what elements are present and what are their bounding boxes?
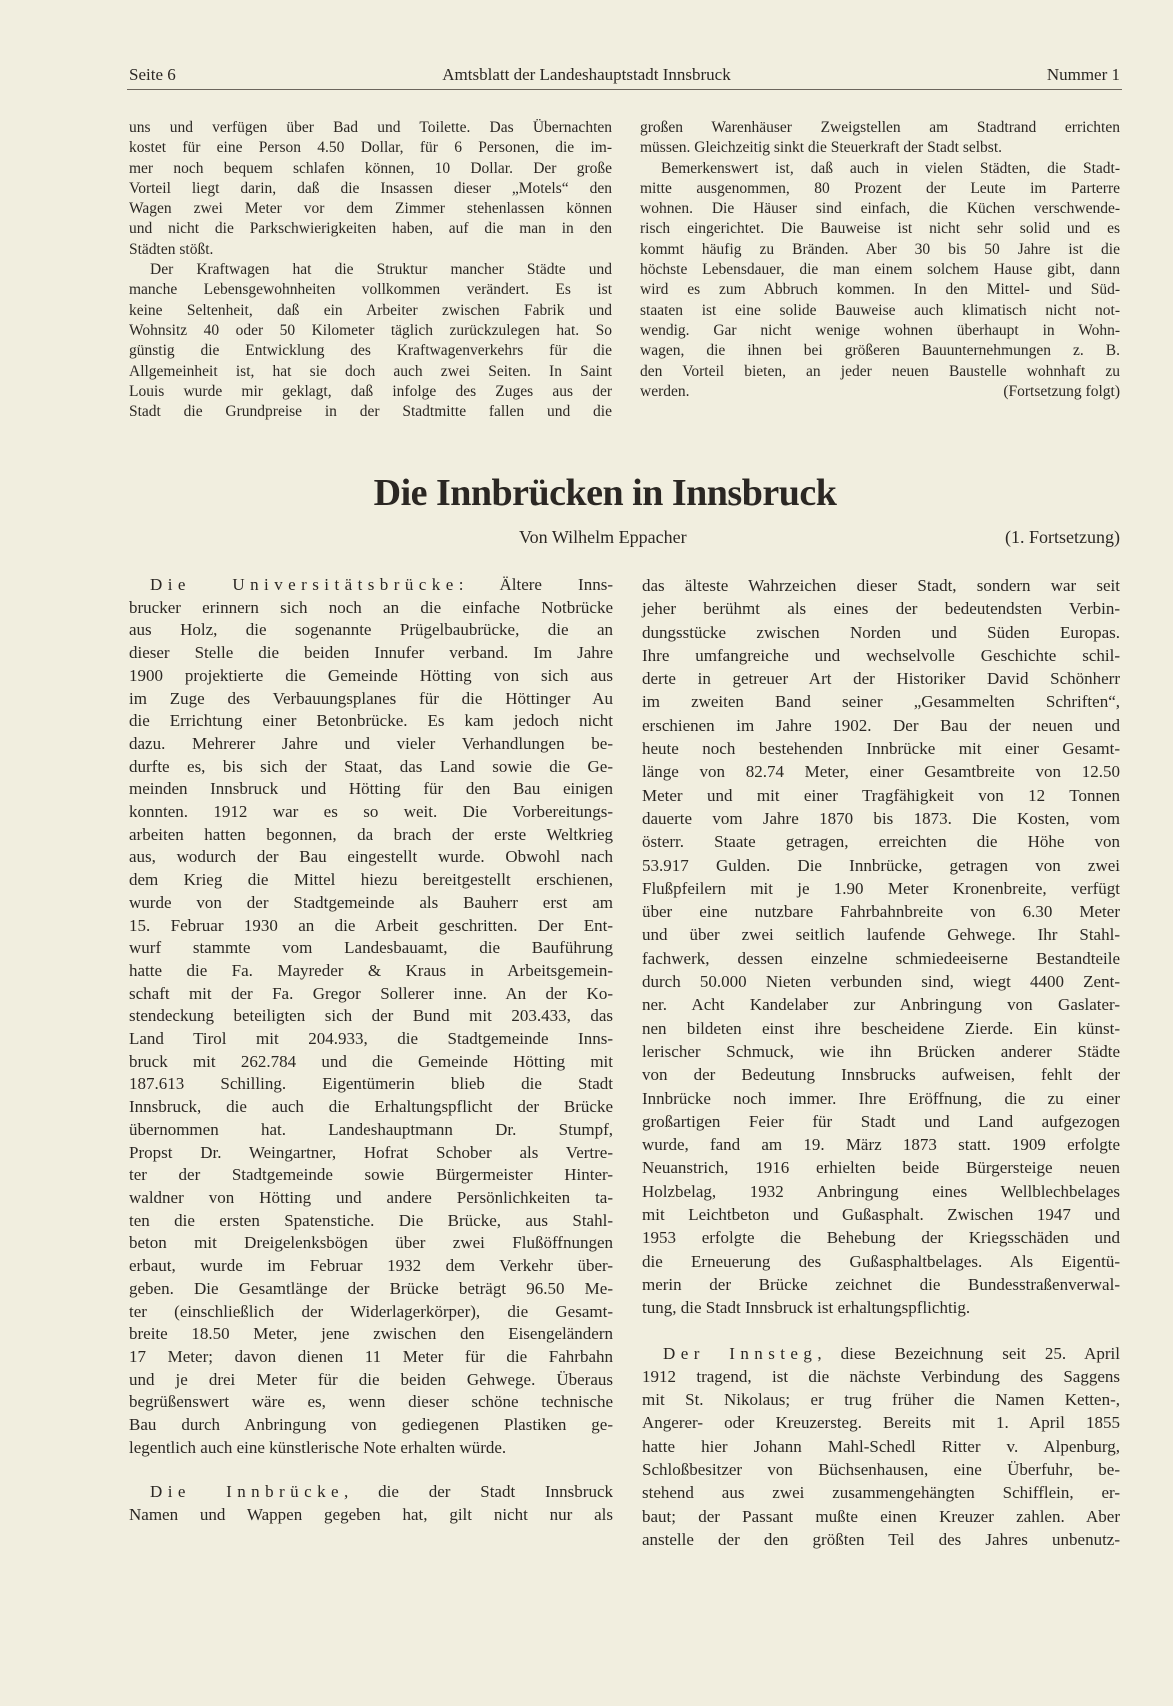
line-text: ner. Acht Kandelaber zur Anbringung von Gaslater- [642, 995, 1120, 1015]
text-line [129, 1504, 613, 1527]
text-line [129, 1096, 613, 1119]
line-text: das älteste Wahrzeichen dieser Stadt, sondern war seit [642, 576, 1120, 595]
line-text: Städten stößt. [129, 240, 214, 258]
text-line [642, 1273, 1120, 1296]
line-text: Stadt die Grundpreise in der Stadtmitte fallen und die [129, 403, 612, 421]
paragraph [642, 574, 1120, 1320]
text-line [640, 280, 1120, 300]
line-text: Namen und Wappen gegeben hat, gilt nicht nur als [129, 1505, 613, 1525]
text-line [129, 597, 613, 620]
line-text: , die der Stadt Innsbruck [344, 1482, 613, 1502]
line-text: 1900 projektierte die Gemeinde Hötting von sich aus [129, 665, 613, 685]
text-line [642, 1528, 1120, 1551]
text-line [129, 1346, 613, 1369]
line-text: , diese Bezeichnung seit 25. April [817, 1343, 1120, 1363]
text-line [640, 219, 1120, 239]
line-text: dauerte vom Jahre 1870 bis 1873. Die Kosten, vom [642, 808, 1120, 828]
text-line [640, 159, 1120, 179]
paragraph [642, 1342, 1120, 1552]
line-text: günstig die Entwicklung des Kraftwagenverkehrs für die [129, 342, 612, 360]
text-line [642, 1203, 1120, 1226]
text-line [640, 362, 1120, 382]
text-line [642, 1296, 1120, 1319]
text-line [642, 1226, 1120, 1249]
text-line [642, 1365, 1120, 1388]
line-text: 187.613 Schilling. Eigentümerin blieb die Stadt [129, 1074, 613, 1094]
text-line [642, 1388, 1120, 1411]
line-text: die Errichtung einer Betonbrücke. Es kam jedoch nicht [129, 711, 613, 731]
text-line [642, 621, 1120, 644]
text-line [642, 1180, 1120, 1203]
text-line [129, 665, 613, 688]
previous-article-left-column [129, 118, 612, 422]
text-line [129, 1414, 613, 1437]
line-text: uns und verfügen über Bad und Toilette. Das Übernachten [129, 119, 612, 136]
line-text: Bau durch Anbringung von gediegenen Plastiken ge- [129, 1415, 613, 1435]
text-line [129, 574, 613, 597]
text-line [642, 644, 1120, 667]
line-text: merin der Brücke zeichnet die Bundesstraßenverwal- [642, 1274, 1120, 1294]
text-line [642, 1087, 1120, 1110]
text-line [129, 402, 612, 422]
text-line [129, 341, 612, 361]
text-line [640, 138, 1120, 158]
line-text: höchste Lebensdauer, die man einem solchem Hause gibt, dann [640, 261, 1120, 279]
text-line [640, 118, 1120, 138]
line-text: stehend aus zwei zusammengehängten Schifflein, er- [642, 1483, 1120, 1503]
text-line [129, 301, 612, 321]
text-line [129, 892, 613, 915]
paragraph [640, 118, 1120, 159]
line-text: : Ältere Inns- [458, 575, 613, 594]
text-line [129, 937, 613, 960]
line-text: übernommen hat. Landeshauptmann Dr. Stumpf, [129, 1119, 613, 1139]
line-text: von der Bedeutung Innsbrucks aufweisen, fehlt der [642, 1065, 1120, 1085]
text-line [129, 1323, 613, 1346]
line-text: werden. [640, 382, 690, 400]
line-text: Innbrücke noch immer. Ihre Eröffnung, die zu einer [642, 1088, 1120, 1108]
line-text: waldner von Hötting und andere Persönlichkeiten ta- [129, 1187, 613, 1207]
text-line [129, 118, 612, 138]
line-text: aus, wodurch der Bau eingestellt wurde. Obwohl nach [129, 847, 613, 867]
line-text: großartigen Feier für Stadt und Land aufgezogen [642, 1111, 1120, 1131]
text-line [129, 159, 612, 179]
line-text: dungsstücke zwischen Norden und Süden Europas. [642, 622, 1120, 642]
line-text: hatte die Fa. Mayreder & Kraus in Arbeitsgemein- [129, 960, 613, 980]
lead-in-spaced: Die Universitätsbrücke [150, 575, 459, 594]
text-line [129, 1119, 613, 1142]
previous-article-right-column [640, 118, 1120, 402]
text-line [129, 642, 613, 665]
text-line [129, 321, 612, 341]
continuation-note: (Fortsetzung folgt) [1003, 382, 1120, 400]
text-line [129, 1187, 613, 1210]
line-text: nen bildeten einst ihre bescheidene Zierde. Ein künst- [642, 1018, 1120, 1038]
line-text: mit St. Nikolaus; er trug früher die Namen Ketten-, [642, 1390, 1120, 1410]
text-line [642, 737, 1120, 760]
text-line [129, 1164, 613, 1187]
line-text: wurf stammte vom Landesbauamt, die Bauführung [129, 938, 613, 958]
text-line [129, 1369, 613, 1392]
line-text: wurde, fand am 19. März 1873 statt. 1909 erfolgte [642, 1135, 1120, 1155]
line-text: 53.917 Gulden. Die Innbrücke, getragen von zwei [642, 855, 1120, 875]
line-text: im zweiten Band seiner „Gesammelten Schriften“, [642, 692, 1120, 712]
line-text: die Erneuerung des Gußasphaltbelages. Als Eigentü- [642, 1251, 1120, 1271]
text-line [640, 321, 1120, 341]
article-installment: (1. Fortsetzung) [1005, 527, 1120, 547]
text-line [129, 219, 612, 239]
line-text: Schloßbesitzer von Büchsenhausen, eine Überfuhr, be- [642, 1459, 1120, 1479]
line-text: risch eingerichtet. Die Bauweise ist nicht sehr solid und es [640, 220, 1120, 238]
line-text: wagen, die ihnen bei größeren Bauunternehmungen z. B. [640, 342, 1120, 360]
line-text: heute noch bestehenden Innbrücke mit einer Gesamt- [642, 739, 1120, 759]
line-text: derte in getreuer Art der Historiker David Schönherr [642, 669, 1120, 689]
text-line [642, 900, 1120, 923]
line-text: 15. Februar 1930 an die Arbeit geschritten. Der Ent- [129, 915, 613, 935]
text-line [642, 993, 1120, 1016]
text-line [642, 830, 1120, 853]
text-line [129, 199, 612, 219]
line-text: Land Tirol mit 204.933, die Stadtgemeinde Inns- [129, 1029, 613, 1049]
issue-number: Nummer 1 [1046, 65, 1120, 84]
text-line [642, 714, 1120, 737]
line-text: Wohnsitz 40 oder 50 Kilometer täglich zurückzulegen hat. So [129, 321, 612, 339]
line-text: Neuanstrich, 1916 erhielten beide Bürgersteige neuen [642, 1158, 1120, 1178]
text-line [642, 970, 1120, 993]
line-text: beton mit Dreigelenksbögen über zwei Flußöffnungen [129, 1233, 613, 1253]
text-line [642, 1505, 1120, 1528]
text-line [129, 869, 613, 892]
line-text: konnten. 1912 war es so weit. Die Vorbereitungs- [129, 802, 613, 822]
text-line [640, 199, 1120, 219]
line-text: dieser Stelle die beiden Innufer verband. Im Jahre [129, 643, 613, 663]
publication-title: Amtsblatt der Landeshauptstadt Innsbruck [442, 65, 731, 84]
line-text: begrüßenswert wäre es, wenn dieser schöne technische [129, 1392, 613, 1412]
line-text: staaten ist eine solide Bauweise auch klimatisch nicht not- [640, 301, 1120, 319]
text-line [642, 1411, 1120, 1434]
line-text: kommt häufig zu Bränden. Aber 30 bis 50 Jahre ist die [640, 240, 1120, 258]
text-line [129, 1028, 613, 1051]
text-line [129, 688, 613, 711]
line-text: keine Seltenheit, daß ein Arbeiter zwischen Fabrik und [129, 301, 612, 319]
line-text: hatte hier Johann Mahl-Schedl Ritter v. Alpenburg, [642, 1436, 1120, 1456]
text-line [129, 915, 613, 938]
paragraph [640, 159, 1120, 403]
text-line [642, 877, 1120, 900]
line-text: großen Warenhäuser Zweigstellen am Stadtrand errichten [640, 119, 1120, 136]
text-line [129, 1301, 613, 1324]
text-line [129, 733, 613, 756]
text-line [129, 280, 612, 300]
text-line [129, 1005, 613, 1028]
paragraph [129, 118, 612, 260]
line-text: 1953 erfolgte die Behebung der Kriegsschäden und [642, 1228, 1120, 1248]
text-line [642, 923, 1120, 946]
paragraph [129, 1481, 613, 1526]
text-line [129, 1073, 613, 1096]
text-line [642, 1156, 1120, 1179]
article-right-column [642, 574, 1120, 1551]
text-line [129, 1437, 613, 1460]
text-line [129, 846, 613, 869]
text-line [129, 240, 612, 260]
line-text: bruck mit 262.784 und die Gemeinde Hötting mit [129, 1051, 613, 1071]
text-line [642, 1458, 1120, 1481]
line-text: legentlich auch eine künstlerische Note erhalten würde. [129, 1437, 507, 1457]
text-line [642, 690, 1120, 713]
line-text: und über zwei seitlich laufende Gehwege. Ihr Stahl- [642, 925, 1120, 945]
line-text: länge von 82.74 Meter, einer Gesamtbreite von 12.50 [642, 762, 1120, 782]
text-line [642, 760, 1120, 783]
text-line [642, 574, 1120, 597]
line-text: ter der Stadtgemeinde sowie Bürgermeister Hinter- [129, 1165, 613, 1185]
page-number: Seite 6 [129, 65, 176, 84]
text-line [129, 1391, 613, 1414]
line-text: mit Leichtbeton und Gußasphalt. Zwischen 1947 und [642, 1205, 1120, 1225]
line-text: mitte ausgenommen, 80 Prozent der Leute im Parterre [640, 179, 1120, 197]
line-text: tung, die Stadt Innsbruck ist erhaltungspflichtig. [642, 1298, 971, 1318]
line-text: ter (einschließlich der Widerlagerkörper), die Gesamt- [129, 1301, 613, 1321]
text-line [640, 260, 1120, 280]
line-text: lerischer Schmuck, wie ihn Brücken anderer Städte [642, 1041, 1120, 1061]
line-text: und nicht die Parkschwierigkeiten haben, auf die man in den [129, 220, 612, 238]
text-line [129, 1278, 613, 1301]
line-text: jeher berühmt als eines der bedeutendsten Verbin- [642, 599, 1120, 619]
line-text: österr. Staate getragen, erreichten die Höhe von [642, 832, 1120, 852]
line-text: Holzbelag, 1932 Anbringung eines Wellblechbelages [642, 1181, 1120, 1201]
line-text: Louis wurde mir geklagt, daß infolge des Zuges aus der [129, 382, 612, 400]
text-line [642, 1063, 1120, 1086]
line-text: erschienen im Jahre 1902. Der Bau der neuen und [642, 715, 1120, 735]
text-line [640, 179, 1120, 199]
text-line [642, 1133, 1120, 1156]
line-text: Der Kraftwagen hat die Struktur mancher Städte und [150, 261, 612, 279]
text-line [642, 1342, 1120, 1365]
text-line [129, 710, 613, 733]
line-text: müssen. Gleichzeitig sinkt die Steuerkraft der Stadt selbst. [640, 139, 1003, 157]
paragraph [129, 260, 612, 422]
text-line [129, 1051, 613, 1074]
line-text: breite 18.50 Meter, jene zwischen den Eisengeländern [129, 1324, 613, 1344]
line-text: im Zuge des Verbauungsplanes für die Höttinger Au [129, 688, 613, 708]
text-line [129, 756, 613, 779]
text-line [129, 1232, 613, 1255]
text-line [642, 1250, 1120, 1273]
line-text: den Vorteil bieten, an jeder neuen Baustelle wohnhaft zu [640, 362, 1120, 380]
text-line [642, 667, 1120, 690]
line-text: stendeckung beteiligten sich der Bund mit 203.433, das [129, 1006, 613, 1026]
text-line [642, 1435, 1120, 1458]
text-line [129, 1255, 613, 1278]
text-line [642, 807, 1120, 830]
line-text: aus Holz, die sogenannte Prügelbaubrücke, die an [129, 620, 613, 640]
line-text: erbaut, wurde im Februar 1932 dem Verkehr über- [129, 1256, 613, 1276]
line-text: Ihre umfangreiche und wechselvolle Geschichte schil- [642, 645, 1120, 665]
text-line [642, 1017, 1120, 1040]
line-text: dazu. Mehrerer Jahre und vieler Verhandlungen be- [129, 733, 613, 753]
text-line [129, 801, 613, 824]
lead-in-spaced: Der Innsteg [663, 1343, 818, 1363]
line-text: ten die ersten Spatenstiche. Die Brücke, aus Stahl- [129, 1210, 613, 1230]
text-line [129, 179, 612, 199]
article-title: Die Innbrücken in Innsbruck [373, 472, 837, 514]
line-text: baut; der Passant mußte einen Kreuzer zahlen. Aber [642, 1506, 1120, 1526]
text-line [640, 382, 1120, 402]
line-text: schaft mit der Fa. Gregor Sollerer inne. An der Ko- [129, 983, 613, 1003]
text-line [640, 341, 1120, 361]
line-text: wohnen. Die Häuser sind einfach, die Küchen verschwende- [640, 200, 1120, 218]
line-text: Angerer- oder Kreuzersteg. Bereits mit 1. April 1855 [642, 1413, 1120, 1433]
article-byline: Von Wilhelm Eppacher [519, 527, 687, 547]
article-left-column [129, 574, 613, 1527]
header-rule [127, 89, 1122, 90]
lead-in-spaced: Die Innbrücke [150, 1482, 345, 1502]
paragraph [129, 574, 613, 1459]
text-line [129, 1481, 613, 1504]
line-text: kostet für eine Person 4.50 Dollar, für 6 Personen, die im- [129, 139, 612, 157]
line-text: Vorteil liegt darin, daß die Insassen dieser „Motels“ den [129, 179, 612, 197]
line-text: brucker erinnern sich noch an die einfache Notbrücke [129, 597, 613, 617]
text-line [129, 362, 612, 382]
line-text: 1912 tragend, ist die nächste Verbindung des Saggens [642, 1366, 1120, 1386]
text-line [642, 597, 1120, 620]
line-text: arbeiten hatten begonnen, da brach der erste Weltkrieg [129, 824, 613, 844]
line-text: Meter und mit einer Tragfähigkeit von 12 Tonnen [642, 785, 1120, 805]
text-line [129, 983, 613, 1006]
line-text: Wagen zwei Meter vor dem Zimmer stehenlassen können [129, 200, 612, 218]
line-text: 17 Meter; davon dienen 11 Meter für die Fahrbahn [129, 1346, 613, 1366]
text-line [129, 778, 613, 801]
text-line [129, 824, 613, 847]
text-line [642, 1481, 1120, 1504]
line-text: fachwerk, dessen einzelne schmiedeeiserne Bestandteile [642, 948, 1120, 968]
text-line [129, 960, 613, 983]
line-text: wird es zum Abbruch kommen. In den Mittel- und Süd- [640, 281, 1120, 299]
text-line [642, 1040, 1120, 1063]
line-text: Propst Dr. Weingartner, Hofrat Schober als Vertre- [129, 1142, 613, 1162]
line-text: meinden Innsbruck und Hötting für den Bau einigen [129, 779, 613, 799]
line-text: Flußpfeilern mit je 1.90 Meter Kronenbreite, verfügt [642, 878, 1120, 898]
text-line [129, 1210, 613, 1233]
line-text: wendig. Gar nicht wenige wohnen überhaupt in Wohn- [640, 321, 1120, 339]
line-text: und je drei Meter für die beiden Gehwege. Überaus [129, 1369, 613, 1389]
text-line [640, 240, 1120, 260]
line-text: Innsbruck, die auch die Erhaltungspflicht der Brücke [129, 1097, 613, 1117]
text-line [129, 619, 613, 642]
text-line [129, 138, 612, 158]
line-text: Bemerkenswert ist, daß auch in vielen Städten, die Stadt- [661, 159, 1120, 177]
text-line [642, 854, 1120, 877]
text-line [129, 1142, 613, 1165]
line-text: anstelle der den größten Teil des Jahres unbenutz- [642, 1529, 1120, 1549]
line-text: über eine nutzbare Fahrbahnbreite von 6.30 Meter [642, 902, 1120, 922]
line-text: durfte es, bis sich der Staat, das Land sowie die Ge- [129, 756, 613, 776]
line-text: geben. Die Gesamtlänge der Brücke beträgt 96.50 Me- [129, 1278, 613, 1298]
line-text: mer noch bequem schlafen können, 10 Dollar. Der große [129, 159, 612, 177]
line-text: manche Lebensgewohnheiten vollkommen verändert. Es ist [129, 281, 612, 299]
line-text: Allgemeinheit ist, hat sie doch auch zwei Seiten. In Saint [129, 362, 612, 380]
text-line [642, 947, 1120, 970]
text-line [129, 260, 612, 280]
text-line [642, 1110, 1120, 1133]
line-text: durch 50.000 Nieten verbunden sind, wiegt 4400 Zent- [642, 972, 1120, 992]
text-line [642, 784, 1120, 807]
text-line [640, 301, 1120, 321]
line-text: dem Krieg die Mittel hiezu bereitgestellt erschienen, [129, 870, 613, 890]
text-line [129, 382, 612, 402]
line-text: wurde von der Stadtgemeinde als Bauherr erst am [129, 892, 613, 912]
